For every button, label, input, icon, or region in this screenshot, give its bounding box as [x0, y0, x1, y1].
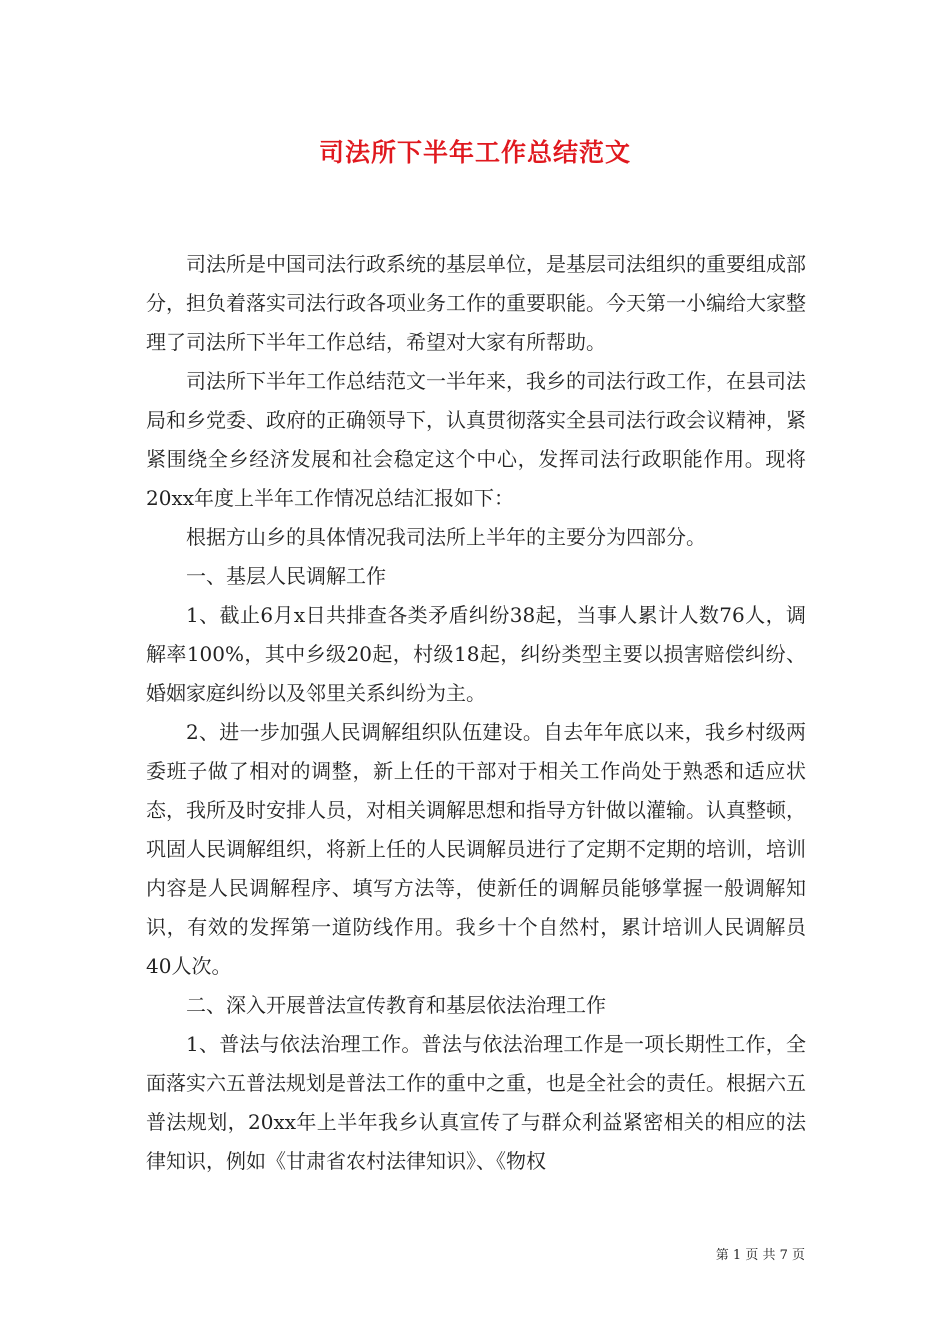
paragraph: 根据方山乡的具体情况我司法所上半年的主要分为四部分。 — [186, 525, 706, 549]
section-heading: 一、基层人民调解工作 — [186, 564, 386, 588]
document-body — [146, 245, 806, 1181]
paragraph: 2、进一步加强人民调解组织队伍建设。自去年年底以来，我乡村级两委班子做了相对的调整，新上任的干部对于相关工作尚处于熟悉和适应状态，我所及时安排人员，对相关调解思想和指导方针做以灌输。认真整顿，巩固人民调解组织，将新上任的人民调解员进行了定期不定期的培训，培训内容是人民调解程序、填写方法等，使新任的调解员能够掌握一般调解知识，有效的发挥第一道防线作用。我乡十个自然村，累计培训人民调解员40人次。 — [146, 720, 806, 978]
section-heading: 二、深入开展普法宣传教育和基层依法治理工作 — [186, 993, 606, 1017]
paragraph: 司法所是中国司法行政系统的基层单位，是基层司法组织的重要组成部分，担负着落实司法行政各项业务工作的重要职能。今天第一小编给大家整理了司法所下半年工作总结，希望对大家有所帮助。 — [146, 252, 806, 354]
paragraph: 司法所下半年工作总结范文一半年来，我乡的司法行政工作，在县司法局和乡党委、政府的正确领导下，认真贯彻落实全县司法行政会议精神，紧紧围绕全乡经济发展和社会稳定这个中心，发挥司法行政职能作用。现将20xx年度上半年工作情况总结汇报如下： — [146, 369, 806, 510]
page-number-footer: 第 1 页 共 7 页 — [715, 1248, 805, 1263]
paragraph: 1、普法与依法治理工作。普法与依法治理工作是一项长期性工作，全面落实六五普法规划是普法工作的重中之重，也是全社会的责任。根据六五普法规划，20xx年上半年我乡认真宣传了与群众利益紧密相关的相应的法律知识，例如《甘肃省农村法律知识》、《物权 — [146, 1032, 806, 1173]
paragraph: 1、截止6月x日共排查各类矛盾纠纷38起，当事人累计人数76人，调解率100%，其中乡级20起，村级18起，纠纷类型主要以损害赔偿纠纷、婚姻家庭纠纷以及邻里关系纠纷为主。 — [146, 603, 806, 705]
document-title: 司法所下半年工作总结范文 — [318, 138, 631, 167]
